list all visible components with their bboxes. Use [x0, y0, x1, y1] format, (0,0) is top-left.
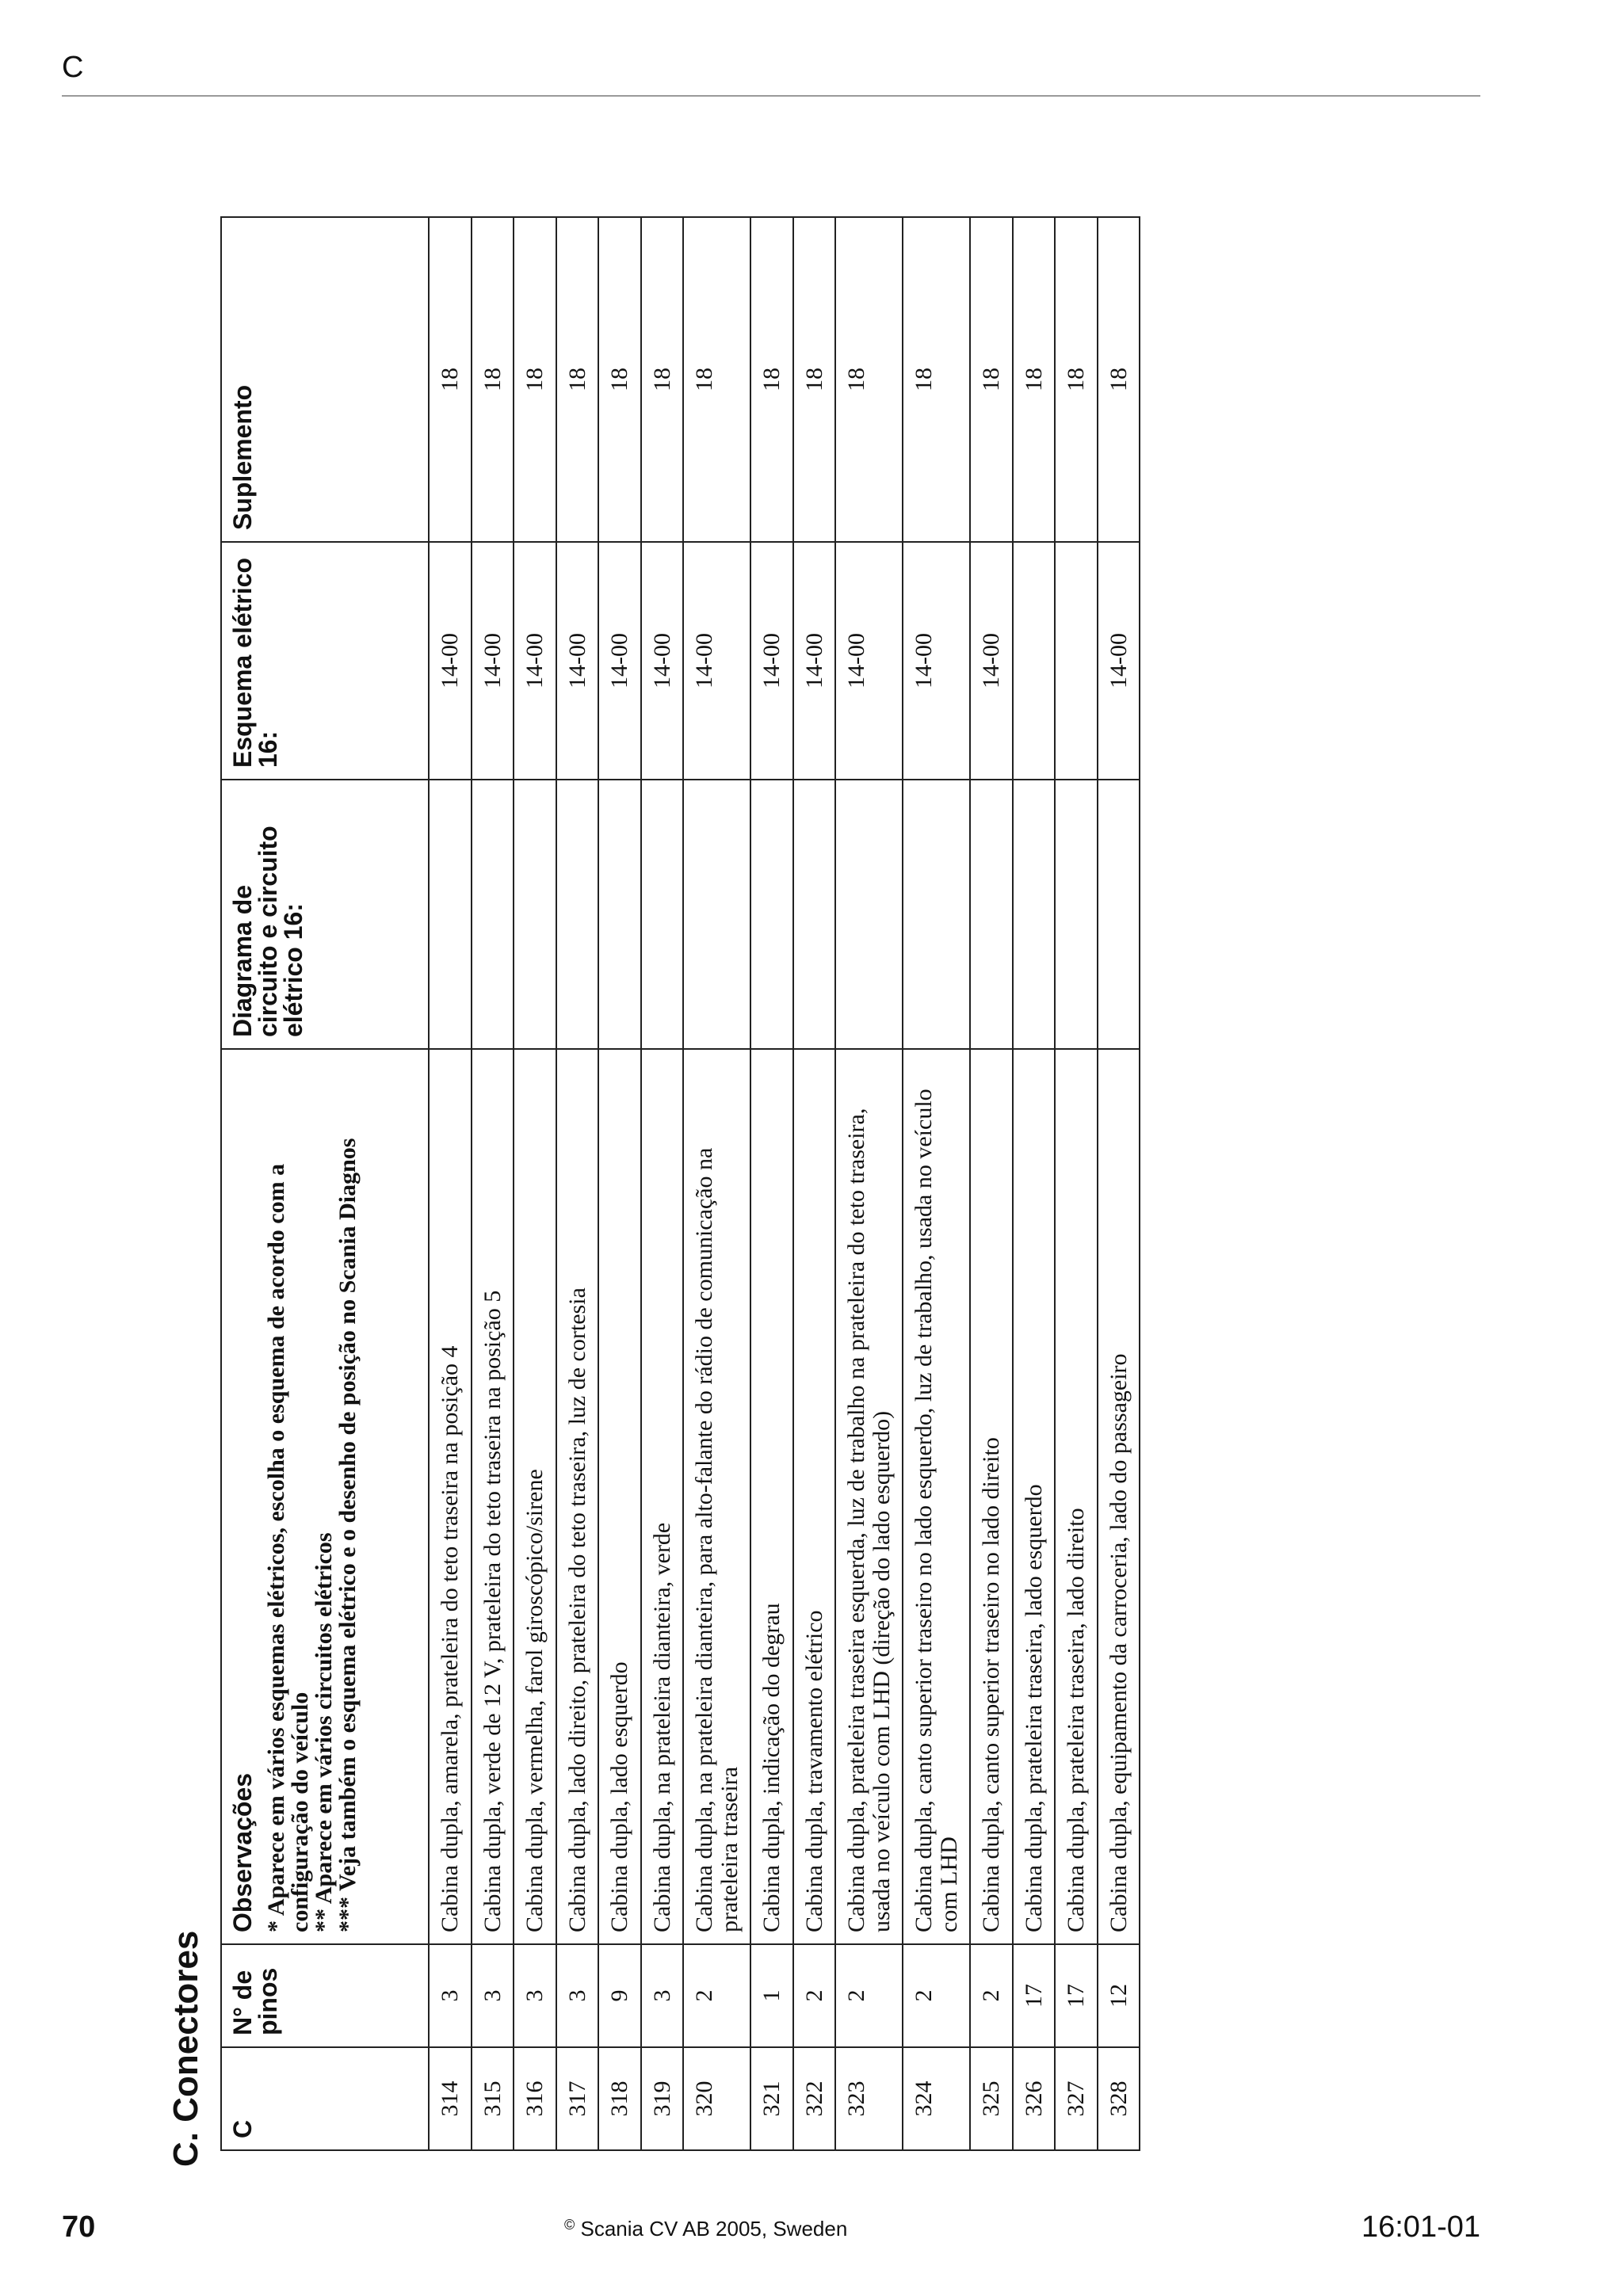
- cell-pins: 3: [556, 1944, 599, 2047]
- cell-connector: 316: [514, 2047, 556, 2150]
- cell-connector: 328: [1098, 2047, 1140, 2150]
- table-row: [598, 217, 641, 2150]
- table-row: [793, 217, 836, 2150]
- cell-diagram: [750, 780, 793, 1049]
- cell-pins: 3: [641, 1944, 684, 2047]
- cell-pins: 2: [683, 1944, 750, 2047]
- cell-diagram: [835, 780, 903, 1049]
- table-row: [903, 217, 970, 2150]
- header-c: C: [221, 2047, 429, 2150]
- cell-supplement: 18: [750, 217, 793, 542]
- page-header-letter: C: [62, 51, 84, 84]
- cell-diagram: [514, 780, 556, 1049]
- cell-diagram: [641, 780, 684, 1049]
- cell-scheme: 14-00: [598, 542, 641, 780]
- cell-diagram: [683, 780, 750, 1049]
- copyright-symbol: ©: [564, 2217, 575, 2233]
- header-scheme: Esquema elétrico 16:: [221, 542, 429, 780]
- cell-scheme: [1013, 542, 1056, 780]
- page-number: 70: [62, 2210, 96, 2244]
- cell-observation: Cabina dupla, canto superior traseiro no lado direito: [970, 1049, 1013, 1944]
- cell-observation: Cabina dupla, na prateleira dianteira, para alto-falante do rádio de comunicação na prateleira traseira: [683, 1049, 750, 1944]
- cell-supplement: 18: [556, 217, 599, 542]
- cell-supplement: 18: [1055, 217, 1098, 542]
- document-date: 16:01-01: [1361, 2210, 1480, 2244]
- cell-pins: 2: [835, 1944, 903, 2047]
- cell-scheme: 14-00: [835, 542, 903, 780]
- table-row: [1055, 217, 1098, 2150]
- cell-supplement: 18: [429, 217, 472, 542]
- cell-observation: Cabina dupla, na prateleira dianteira, verde: [641, 1049, 684, 1944]
- table-row: [1013, 217, 1056, 2150]
- cell-supplement: 18: [793, 217, 836, 542]
- table-row: [556, 217, 599, 2150]
- cell-connector: 327: [1055, 2047, 1098, 2150]
- cell-scheme: 14-00: [750, 542, 793, 780]
- cell-observation: Cabina dupla, lado esquerdo: [598, 1049, 641, 1944]
- cell-connector: 321: [750, 2047, 793, 2150]
- connectors-table: [220, 216, 1140, 2151]
- header-diagram: Diagrama de circuito e circuito elétrico 16:: [221, 780, 429, 1049]
- cell-pins: 12: [1098, 1944, 1140, 2047]
- cell-connector: 319: [641, 2047, 684, 2150]
- cell-observation: Cabina dupla, lado direito, prateleira do teto traseira, luz de cortesia: [556, 1049, 599, 1944]
- cell-connector: 325: [970, 2047, 1013, 2150]
- cell-observation: Cabina dupla, amarela, prateleira do teto traseira na posição 4: [429, 1049, 472, 1944]
- cell-supplement: 18: [514, 217, 556, 542]
- cell-scheme: 14-00: [1098, 542, 1140, 780]
- cell-pins: 3: [514, 1944, 556, 2047]
- table-row: [750, 217, 793, 2150]
- cell-observation: Cabina dupla, prateleira traseira esquerda, luz de trabalho na prateleira do teto traseira, usada no veículo com LHD (direção do lado esquerdo): [835, 1049, 903, 1944]
- table-row: [683, 217, 750, 2150]
- cell-pins: 2: [793, 1944, 836, 2047]
- cell-diagram: [556, 780, 599, 1049]
- section-title: C. Conectores: [166, 1930, 205, 2167]
- cell-observation: Cabina dupla, indicação do degrau: [750, 1049, 793, 1944]
- cell-pins: 2: [970, 1944, 1013, 2047]
- table-row: [835, 217, 903, 2150]
- table-row: [514, 217, 556, 2150]
- cell-scheme: 14-00: [429, 542, 472, 780]
- cell-diagram: [1013, 780, 1056, 1049]
- note-3: *** Veja também o esquema elétrico e o desenho de posição no Scania Diagnos: [334, 1138, 361, 1932]
- copyright-text: Scania CV AB 2005, Sweden: [580, 2217, 848, 2241]
- note-1: * Aparece em vários esquemas elétricos, escolha o esquema de acordo com a configuração do veículo: [263, 1163, 313, 1932]
- cell-supplement: 18: [683, 217, 750, 542]
- cell-diagram: [472, 780, 514, 1049]
- cell-connector: 320: [683, 2047, 750, 2150]
- cell-pins: 3: [472, 1944, 514, 2047]
- table-row: [472, 217, 514, 2150]
- cell-diagram: [598, 780, 641, 1049]
- cell-diagram: [1098, 780, 1140, 1049]
- cell-scheme: 14-00: [903, 542, 970, 780]
- cell-scheme: 14-00: [472, 542, 514, 780]
- cell-observation: Cabina dupla, equipamento da carroceria, lado do passageiro: [1098, 1049, 1140, 1944]
- cell-scheme: 14-00: [556, 542, 599, 780]
- cell-connector: 314: [429, 2047, 472, 2150]
- cell-supplement: 18: [641, 217, 684, 542]
- observations-title: Observações: [228, 1772, 257, 1932]
- cell-diagram: [793, 780, 836, 1049]
- table-row: [429, 217, 472, 2150]
- cell-observation: Cabina dupla, travamento elétrico: [793, 1049, 836, 1944]
- cell-supplement: 18: [598, 217, 641, 542]
- note-2: ** Aparece em vários circuitos elétricos: [311, 1532, 337, 1932]
- cell-observation: Cabina dupla, prateleira traseira, lado esquerdo: [1013, 1049, 1056, 1944]
- cell-observation: Cabina dupla, prateleira traseira, lado direito: [1055, 1049, 1098, 1944]
- header-supplement: Suplemento: [221, 217, 429, 542]
- cell-supplement: 18: [1098, 217, 1140, 542]
- table-header-row: [221, 217, 429, 2150]
- cell-connector: 317: [556, 2047, 599, 2150]
- cell-supplement: 18: [903, 217, 970, 542]
- cell-connector: 318: [598, 2047, 641, 2150]
- cell-diagram: [970, 780, 1013, 1049]
- cell-pins: 17: [1055, 1944, 1098, 2047]
- cell-scheme: 14-00: [970, 542, 1013, 780]
- table-row: [1098, 217, 1140, 2150]
- cell-connector: 315: [472, 2047, 514, 2150]
- header-divider: [62, 95, 1480, 97]
- rotated-content: [166, 194, 1474, 2167]
- cell-observation: Cabina dupla, canto superior traseiro no lado esquerdo, luz de trabalho, usada no veículo com LHD: [903, 1049, 970, 1944]
- header-observations: [221, 1049, 429, 1944]
- cell-supplement: 18: [472, 217, 514, 542]
- cell-connector: 323: [835, 2047, 903, 2150]
- cell-scheme: 14-00: [793, 542, 836, 780]
- cell-diagram: [1055, 780, 1098, 1049]
- cell-diagram: [903, 780, 970, 1049]
- cell-observation: Cabina dupla, vermelha, farol giroscópico/sirene: [514, 1049, 556, 1944]
- cell-connector: 324: [903, 2047, 970, 2150]
- cell-supplement: 18: [835, 217, 903, 542]
- cell-scheme: 14-00: [514, 542, 556, 780]
- cell-supplement: 18: [970, 217, 1013, 542]
- cell-supplement: 18: [1013, 217, 1056, 542]
- cell-pins: 17: [1013, 1944, 1056, 2047]
- cell-pins: 9: [598, 1944, 641, 2047]
- header-pins: N° de pinos: [221, 1944, 429, 2047]
- cell-connector: 322: [793, 2047, 836, 2150]
- cell-pins: 3: [429, 1944, 472, 2047]
- cell-scheme: 14-00: [683, 542, 750, 780]
- cell-pins: 2: [903, 1944, 970, 2047]
- cell-connector: 326: [1013, 2047, 1056, 2150]
- cell-scheme: [1055, 542, 1098, 780]
- table-row: [970, 217, 1013, 2150]
- cell-pins: 1: [750, 1944, 793, 2047]
- cell-observation: Cabina dupla, verde de 12 V, prateleira do teto traseira na posição 5: [472, 1049, 514, 1944]
- cell-diagram: [429, 780, 472, 1049]
- copyright: [564, 2217, 847, 2241]
- table-row: [641, 217, 684, 2150]
- cell-scheme: 14-00: [641, 542, 684, 780]
